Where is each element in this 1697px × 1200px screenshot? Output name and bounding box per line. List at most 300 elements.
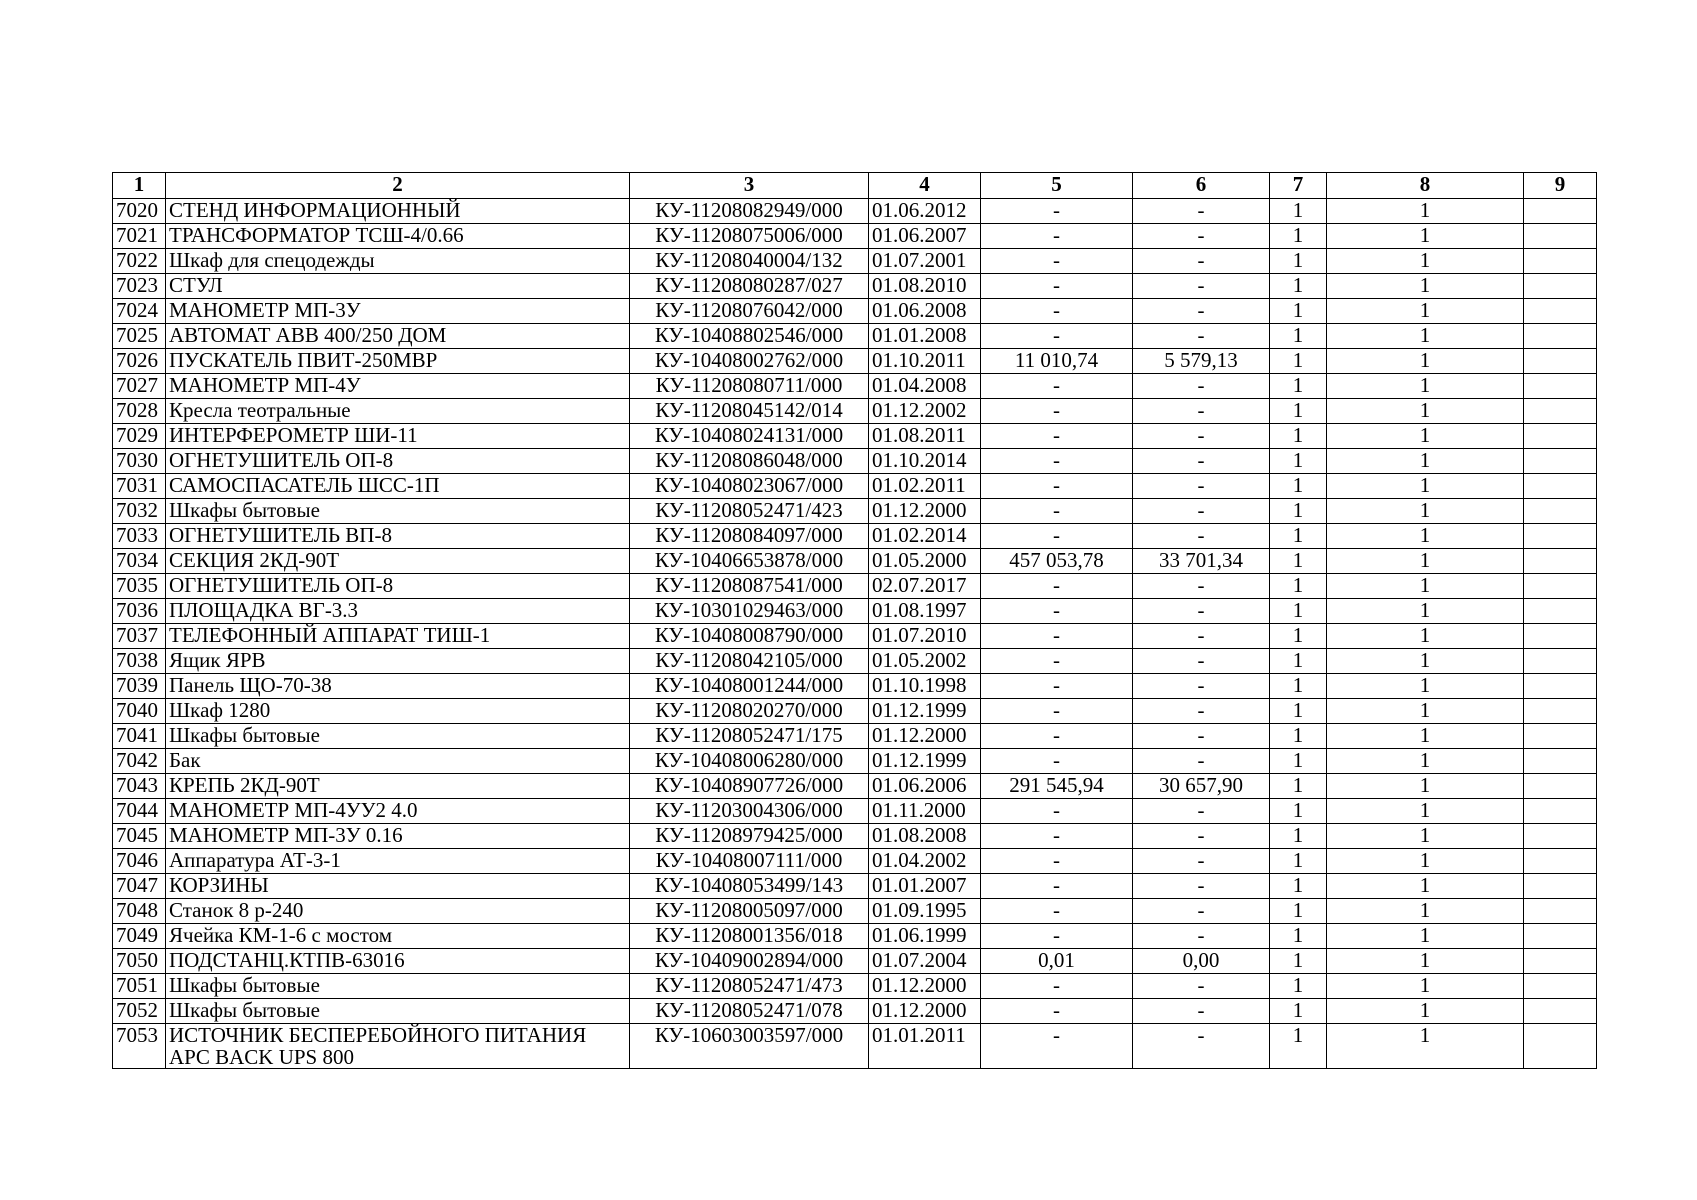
row-number-cell: 7033 — [113, 524, 166, 549]
value-col6-cell: - — [1133, 499, 1270, 524]
note-col9-cell — [1524, 824, 1597, 849]
item-name-cell: МАНОМЕТР МП-3У — [166, 299, 630, 324]
row-number-cell: 7025 — [113, 324, 166, 349]
value-col5-cell: 0,01 — [981, 949, 1133, 974]
table-row — [113, 249, 1597, 274]
value-col5-cell: - — [981, 899, 1133, 924]
table-row — [113, 449, 1597, 474]
inventory-code-cell: КУ-11208076042/000 — [630, 299, 869, 324]
item-name-cell: ТЕЛЕФОННЫЙ АППАРАТ ТИШ-1 — [166, 624, 630, 649]
qty-col8-cell: 1 — [1327, 674, 1524, 699]
row-number-cell: 7035 — [113, 574, 166, 599]
qty-col8-cell: 1 — [1327, 324, 1524, 349]
table-row — [113, 349, 1597, 374]
table-row — [113, 474, 1597, 499]
date-cell: 01.04.2008 — [869, 374, 981, 399]
qty-col7-cell: 1 — [1270, 774, 1327, 799]
value-col6-cell: - — [1133, 649, 1270, 674]
note-col9-cell — [1524, 274, 1597, 299]
qty-col7-cell: 1 — [1270, 974, 1327, 999]
qty-col7-cell: 1 — [1270, 949, 1327, 974]
date-cell: 01.08.1997 — [869, 599, 981, 624]
row-number-cell: 7030 — [113, 449, 166, 474]
note-col9-cell — [1524, 649, 1597, 674]
qty-col7-cell: 1 — [1270, 874, 1327, 899]
date-cell: 01.12.2000 — [869, 999, 981, 1024]
date-cell: 01.05.2002 — [869, 649, 981, 674]
value-col6-cell: - — [1133, 199, 1270, 224]
inventory-code-cell: КУ-11208020270/000 — [630, 699, 869, 724]
column-header: 9 — [1524, 173, 1597, 199]
item-name-cell: КРЕПЬ 2КД-90Т — [166, 774, 630, 799]
qty-col7-cell: 1 — [1270, 499, 1327, 524]
note-col9-cell — [1524, 424, 1597, 449]
date-cell: 01.02.2011 — [869, 474, 981, 499]
qty-col8-cell: 1 — [1327, 899, 1524, 924]
note-col9-cell — [1524, 699, 1597, 724]
row-number-cell: 7050 — [113, 949, 166, 974]
value-col5-cell: - — [981, 824, 1133, 849]
row-number-cell: 7043 — [113, 774, 166, 799]
row-number-cell: 7048 — [113, 899, 166, 924]
value-col5-cell: - — [981, 699, 1133, 724]
row-number-cell: 7024 — [113, 299, 166, 324]
qty-col7-cell: 1 — [1270, 424, 1327, 449]
note-col9-cell — [1524, 999, 1597, 1024]
row-number-cell: 7037 — [113, 624, 166, 649]
note-col9-cell — [1524, 449, 1597, 474]
inventory-code-cell: КУ-11208052471/423 — [630, 499, 869, 524]
table-row — [113, 399, 1597, 424]
qty-col7-cell: 1 — [1270, 324, 1327, 349]
qty-col7-cell: 1 — [1270, 399, 1327, 424]
item-name-cell: ОГНЕТУШИТЕЛЬ ОП-8 — [166, 449, 630, 474]
item-name-cell: Шкафы бытовые — [166, 999, 630, 1024]
value-col5-cell: - — [981, 749, 1133, 774]
qty-col8-cell: 1 — [1327, 924, 1524, 949]
qty-col8-cell: 1 — [1327, 1024, 1524, 1069]
qty-col8-cell: 1 — [1327, 249, 1524, 274]
value-col5-cell: - — [981, 524, 1133, 549]
qty-col8-cell: 1 — [1327, 724, 1524, 749]
value-col6-cell: - — [1133, 374, 1270, 399]
value-col6-cell: - — [1133, 724, 1270, 749]
item-name-cell: Станок 8 р-240 — [166, 899, 630, 924]
row-number-cell: 7026 — [113, 349, 166, 374]
date-cell: 01.02.2014 — [869, 524, 981, 549]
value-col6-cell: 5 579,13 — [1133, 349, 1270, 374]
row-number-cell: 7032 — [113, 499, 166, 524]
date-cell: 01.06.2007 — [869, 224, 981, 249]
date-cell: 01.05.2000 — [869, 549, 981, 574]
row-number-cell: 7031 — [113, 474, 166, 499]
value-col6-cell: - — [1133, 474, 1270, 499]
date-cell: 02.07.2017 — [869, 574, 981, 599]
note-col9-cell — [1524, 374, 1597, 399]
qty-col7-cell: 1 — [1270, 224, 1327, 249]
table-row — [113, 324, 1597, 349]
table-row — [113, 299, 1597, 324]
qty-col8-cell: 1 — [1327, 349, 1524, 374]
value-col5-cell: - — [981, 424, 1133, 449]
table-row — [113, 824, 1597, 849]
value-col5-cell: - — [981, 474, 1133, 499]
table-row — [113, 674, 1597, 699]
date-cell: 01.10.1998 — [869, 674, 981, 699]
qty-col8-cell: 1 — [1327, 549, 1524, 574]
item-name-cell: Ящик ЯРВ — [166, 649, 630, 674]
value-col5-cell: - — [981, 724, 1133, 749]
date-cell: 01.08.2010 — [869, 274, 981, 299]
table-row — [113, 274, 1597, 299]
qty-col7-cell: 1 — [1270, 349, 1327, 374]
value-col6-cell: 0,00 — [1133, 949, 1270, 974]
row-number-cell: 7039 — [113, 674, 166, 699]
value-col5-cell: - — [981, 574, 1133, 599]
inventory-code-cell: КУ-10408006280/000 — [630, 749, 869, 774]
row-number-cell: 7046 — [113, 849, 166, 874]
value-col6-cell: - — [1133, 849, 1270, 874]
note-col9-cell — [1524, 724, 1597, 749]
note-col9-cell — [1524, 299, 1597, 324]
value-col6-cell: - — [1133, 574, 1270, 599]
row-number-cell: 7052 — [113, 999, 166, 1024]
value-col5-cell: - — [981, 599, 1133, 624]
qty-col8-cell: 1 — [1327, 974, 1524, 999]
qty-col7-cell: 1 — [1270, 799, 1327, 824]
note-col9-cell — [1524, 874, 1597, 899]
value-col6-cell: - — [1133, 1024, 1270, 1069]
item-name-cell: ОГНЕТУШИТЕЛЬ ВП-8 — [166, 524, 630, 549]
table-row — [113, 849, 1597, 874]
column-header: 1 — [113, 173, 166, 199]
qty-col8-cell: 1 — [1327, 824, 1524, 849]
note-col9-cell — [1524, 799, 1597, 824]
qty-col8-cell: 1 — [1327, 774, 1524, 799]
date-cell: 01.06.1999 — [869, 924, 981, 949]
table-row — [113, 599, 1597, 624]
note-col9-cell — [1524, 974, 1597, 999]
row-number-cell: 7020 — [113, 199, 166, 224]
item-name-cell: КОРЗИНЫ — [166, 874, 630, 899]
qty-col8-cell: 1 — [1327, 449, 1524, 474]
table-row — [113, 199, 1597, 224]
date-cell: 01.12.2000 — [869, 974, 981, 999]
value-col6-cell: - — [1133, 749, 1270, 774]
inventory-code-cell: КУ-11208042105/000 — [630, 649, 869, 674]
qty-col7-cell: 1 — [1270, 924, 1327, 949]
value-col6-cell: - — [1133, 899, 1270, 924]
item-name-cell: ПУСКАТЕЛЬ ПВИТ-250МВР — [166, 349, 630, 374]
value-col6-cell: - — [1133, 324, 1270, 349]
note-col9-cell — [1524, 524, 1597, 549]
value-col6-cell: - — [1133, 624, 1270, 649]
inventory-code-cell: КУ-10301029463/000 — [630, 599, 869, 624]
value-col5-cell: - — [981, 249, 1133, 274]
item-name-cell: Бак — [166, 749, 630, 774]
note-col9-cell — [1524, 624, 1597, 649]
value-col6-cell: - — [1133, 299, 1270, 324]
table-row — [113, 1024, 1597, 1069]
inventory-code-cell: КУ-10409002894/000 — [630, 949, 869, 974]
qty-col7-cell: 1 — [1270, 299, 1327, 324]
date-cell: 01.12.1999 — [869, 699, 981, 724]
row-number-cell: 7045 — [113, 824, 166, 849]
value-col6-cell: - — [1133, 999, 1270, 1024]
table-row — [113, 649, 1597, 674]
value-col6-cell: - — [1133, 399, 1270, 424]
column-header: 6 — [1133, 173, 1270, 199]
value-col5-cell: - — [981, 399, 1133, 424]
value-col6-cell: - — [1133, 274, 1270, 299]
row-number-cell: 7029 — [113, 424, 166, 449]
table-row — [113, 499, 1597, 524]
inventory-code-cell: КУ-10408907726/000 — [630, 774, 869, 799]
value-col6-cell: 33 701,34 — [1133, 549, 1270, 574]
qty-col8-cell: 1 — [1327, 299, 1524, 324]
value-col6-cell: - — [1133, 799, 1270, 824]
qty-col7-cell: 1 — [1270, 549, 1327, 574]
value-col5-cell: - — [981, 274, 1133, 299]
table-row — [113, 724, 1597, 749]
date-cell: 01.12.2000 — [869, 499, 981, 524]
table-row — [113, 924, 1597, 949]
inventory-code-cell: КУ-10408023067/000 — [630, 474, 869, 499]
note-col9-cell — [1524, 924, 1597, 949]
qty-col8-cell: 1 — [1327, 649, 1524, 674]
row-number-cell: 7022 — [113, 249, 166, 274]
row-number-cell: 7034 — [113, 549, 166, 574]
item-name-cell: МАНОМЕТР МП-3У 0.16 — [166, 824, 630, 849]
qty-col7-cell: 1 — [1270, 199, 1327, 224]
qty-col7-cell: 1 — [1270, 574, 1327, 599]
note-col9-cell — [1524, 674, 1597, 699]
date-cell: 01.10.2011 — [869, 349, 981, 374]
inventory-code-cell: КУ-10408007111/000 — [630, 849, 869, 874]
value-col5-cell: - — [981, 449, 1133, 474]
qty-col8-cell: 1 — [1327, 274, 1524, 299]
qty-col7-cell: 1 — [1270, 749, 1327, 774]
value-col5-cell: - — [981, 624, 1133, 649]
inventory-code-cell: КУ-11208084097/000 — [630, 524, 869, 549]
date-cell: 01.06.2006 — [869, 774, 981, 799]
qty-col8-cell: 1 — [1327, 374, 1524, 399]
inventory-code-cell: КУ-11208052471/473 — [630, 974, 869, 999]
inventory-table — [112, 172, 1597, 1069]
value-col6-cell: - — [1133, 699, 1270, 724]
qty-col7-cell: 1 — [1270, 1024, 1327, 1069]
note-col9-cell — [1524, 549, 1597, 574]
date-cell: 01.07.2010 — [869, 624, 981, 649]
qty-col7-cell: 1 — [1270, 449, 1327, 474]
date-cell: 01.09.1995 — [869, 899, 981, 924]
date-cell: 01.01.2007 — [869, 874, 981, 899]
date-cell: 01.08.2008 — [869, 824, 981, 849]
inventory-code-cell: КУ-11208086048/000 — [630, 449, 869, 474]
item-name-cell: Шкафы бытовые — [166, 499, 630, 524]
column-header: 4 — [869, 173, 981, 199]
qty-col7-cell: 1 — [1270, 849, 1327, 874]
inventory-code-cell: КУ-11208040004/132 — [630, 249, 869, 274]
item-name-cell: Шкаф 1280 — [166, 699, 630, 724]
value-col5-cell: - — [981, 799, 1133, 824]
inventory-code-cell: КУ-10408024131/000 — [630, 424, 869, 449]
inventory-code-cell: КУ-11208080287/027 — [630, 274, 869, 299]
value-col6-cell: - — [1133, 249, 1270, 274]
qty-col8-cell: 1 — [1327, 199, 1524, 224]
value-col5-cell: 457 053,78 — [981, 549, 1133, 574]
value-col5-cell: - — [981, 874, 1133, 899]
value-col6-cell: - — [1133, 599, 1270, 624]
qty-col7-cell: 1 — [1270, 274, 1327, 299]
item-name-cell: САМОСПАСАТЕЛЬ ШСС-1П — [166, 474, 630, 499]
value-col5-cell: - — [981, 649, 1133, 674]
qty-col8-cell: 1 — [1327, 624, 1524, 649]
item-name-cell: МАНОМЕТР МП-4УУ2 4.0 — [166, 799, 630, 824]
value-col6-cell: - — [1133, 224, 1270, 249]
qty-col8-cell: 1 — [1327, 599, 1524, 624]
qty-col8-cell: 1 — [1327, 874, 1524, 899]
qty-col7-cell: 1 — [1270, 374, 1327, 399]
item-name-cell: АВТОМАТ ABB 400/250 ДОМ — [166, 324, 630, 349]
row-number-cell: 7044 — [113, 799, 166, 824]
row-number-cell: 7053 — [113, 1024, 166, 1069]
item-name-cell: Шкафы бытовые — [166, 724, 630, 749]
value-col5-cell: - — [981, 499, 1133, 524]
table-row — [113, 949, 1597, 974]
inventory-code-cell: КУ-11208979425/000 — [630, 824, 869, 849]
row-number-cell: 7027 — [113, 374, 166, 399]
item-name-cell: Шкаф для спецодежды — [166, 249, 630, 274]
item-name-cell: ТРАНСФОРМАТОР ТСШ-4/0.66 — [166, 224, 630, 249]
note-col9-cell — [1524, 949, 1597, 974]
item-name-cell: СЕКЦИЯ 2КД-90Т — [166, 549, 630, 574]
qty-col7-cell: 1 — [1270, 999, 1327, 1024]
date-cell: 01.01.2008 — [869, 324, 981, 349]
date-cell: 01.07.2004 — [869, 949, 981, 974]
qty-col8-cell: 1 — [1327, 474, 1524, 499]
row-number-cell: 7028 — [113, 399, 166, 424]
item-name-cell: Шкафы бытовые — [166, 974, 630, 999]
date-cell: 01.04.2002 — [869, 849, 981, 874]
inventory-code-cell: КУ-11208075006/000 — [630, 224, 869, 249]
date-cell: 01.11.2000 — [869, 799, 981, 824]
date-cell: 01.12.2000 — [869, 724, 981, 749]
qty-col8-cell: 1 — [1327, 949, 1524, 974]
header-row — [113, 173, 1597, 199]
value-col5-cell: - — [981, 924, 1133, 949]
qty-col8-cell: 1 — [1327, 499, 1524, 524]
qty-col8-cell: 1 — [1327, 749, 1524, 774]
inventory-code-cell: КУ-11208087541/000 — [630, 574, 869, 599]
table-row — [113, 524, 1597, 549]
row-number-cell: 7038 — [113, 649, 166, 674]
table-row — [113, 224, 1597, 249]
qty-col7-cell: 1 — [1270, 824, 1327, 849]
table-body — [113, 199, 1597, 1069]
item-name-cell: СТУЛ — [166, 274, 630, 299]
table-row — [113, 549, 1597, 574]
value-col6-cell: - — [1133, 674, 1270, 699]
value-col5-cell: - — [981, 1024, 1133, 1069]
date-cell: 01.12.1999 — [869, 749, 981, 774]
inventory-code-cell: КУ-11208001356/018 — [630, 924, 869, 949]
row-number-cell: 7041 — [113, 724, 166, 749]
note-col9-cell — [1524, 224, 1597, 249]
note-col9-cell — [1524, 349, 1597, 374]
qty-col7-cell: 1 — [1270, 699, 1327, 724]
value-col5-cell: - — [981, 999, 1133, 1024]
table-row — [113, 799, 1597, 824]
row-number-cell: 7023 — [113, 274, 166, 299]
qty-col7-cell: 1 — [1270, 474, 1327, 499]
value-col5-cell: 11 010,74 — [981, 349, 1133, 374]
inventory-code-cell: КУ-10408002762/000 — [630, 349, 869, 374]
value-col5-cell: - — [981, 299, 1133, 324]
table-row — [113, 749, 1597, 774]
value-col5-cell: 291 545,94 — [981, 774, 1133, 799]
item-name-cell: Аппаратура АТ-3-1 — [166, 849, 630, 874]
value-col6-cell: 30 657,90 — [1133, 774, 1270, 799]
qty-col8-cell: 1 — [1327, 699, 1524, 724]
inventory-code-cell: КУ-10603003597/000 — [630, 1024, 869, 1069]
table-row — [113, 874, 1597, 899]
note-col9-cell — [1524, 599, 1597, 624]
note-col9-cell — [1524, 499, 1597, 524]
date-cell: 01.06.2012 — [869, 199, 981, 224]
inventory-code-cell: КУ-11208052471/175 — [630, 724, 869, 749]
qty-col7-cell: 1 — [1270, 624, 1327, 649]
date-cell: 01.01.2011 — [869, 1024, 981, 1069]
row-number-cell: 7049 — [113, 924, 166, 949]
value-col5-cell: - — [981, 374, 1133, 399]
qty-col8-cell: 1 — [1327, 574, 1524, 599]
value-col5-cell: - — [981, 849, 1133, 874]
table-row — [113, 374, 1597, 399]
value-col5-cell: - — [981, 324, 1133, 349]
note-col9-cell — [1524, 1024, 1597, 1069]
row-number-cell: 7051 — [113, 974, 166, 999]
inventory-code-cell: КУ-11203004306/000 — [630, 799, 869, 824]
value-col6-cell: - — [1133, 924, 1270, 949]
value-col5-cell: - — [981, 674, 1133, 699]
date-cell: 01.08.2011 — [869, 424, 981, 449]
inventory-code-cell: КУ-11208005097/000 — [630, 899, 869, 924]
inventory-code-cell: КУ-10406653878/000 — [630, 549, 869, 574]
table-row — [113, 974, 1597, 999]
note-col9-cell — [1524, 474, 1597, 499]
qty-col7-cell: 1 — [1270, 524, 1327, 549]
column-header: 5 — [981, 173, 1133, 199]
value-col6-cell: - — [1133, 524, 1270, 549]
note-col9-cell — [1524, 249, 1597, 274]
qty-col8-cell: 1 — [1327, 524, 1524, 549]
qty-col7-cell: 1 — [1270, 724, 1327, 749]
column-header: 3 — [630, 173, 869, 199]
date-cell: 01.06.2008 — [869, 299, 981, 324]
qty-col8-cell: 1 — [1327, 999, 1524, 1024]
inventory-code-cell: КУ-10408001244/000 — [630, 674, 869, 699]
inventory-code-cell: КУ-10408802546/000 — [630, 324, 869, 349]
inventory-code-cell: КУ-11208052471/078 — [630, 999, 869, 1024]
note-col9-cell — [1524, 324, 1597, 349]
table-row — [113, 699, 1597, 724]
item-name-cell: ПЛОЩАДКА ВГ-3.3 — [166, 599, 630, 624]
value-col6-cell: - — [1133, 824, 1270, 849]
table-row — [113, 424, 1597, 449]
item-name-cell: Ячейка КМ-1-6 с мостом — [166, 924, 630, 949]
qty-col8-cell: 1 — [1327, 399, 1524, 424]
